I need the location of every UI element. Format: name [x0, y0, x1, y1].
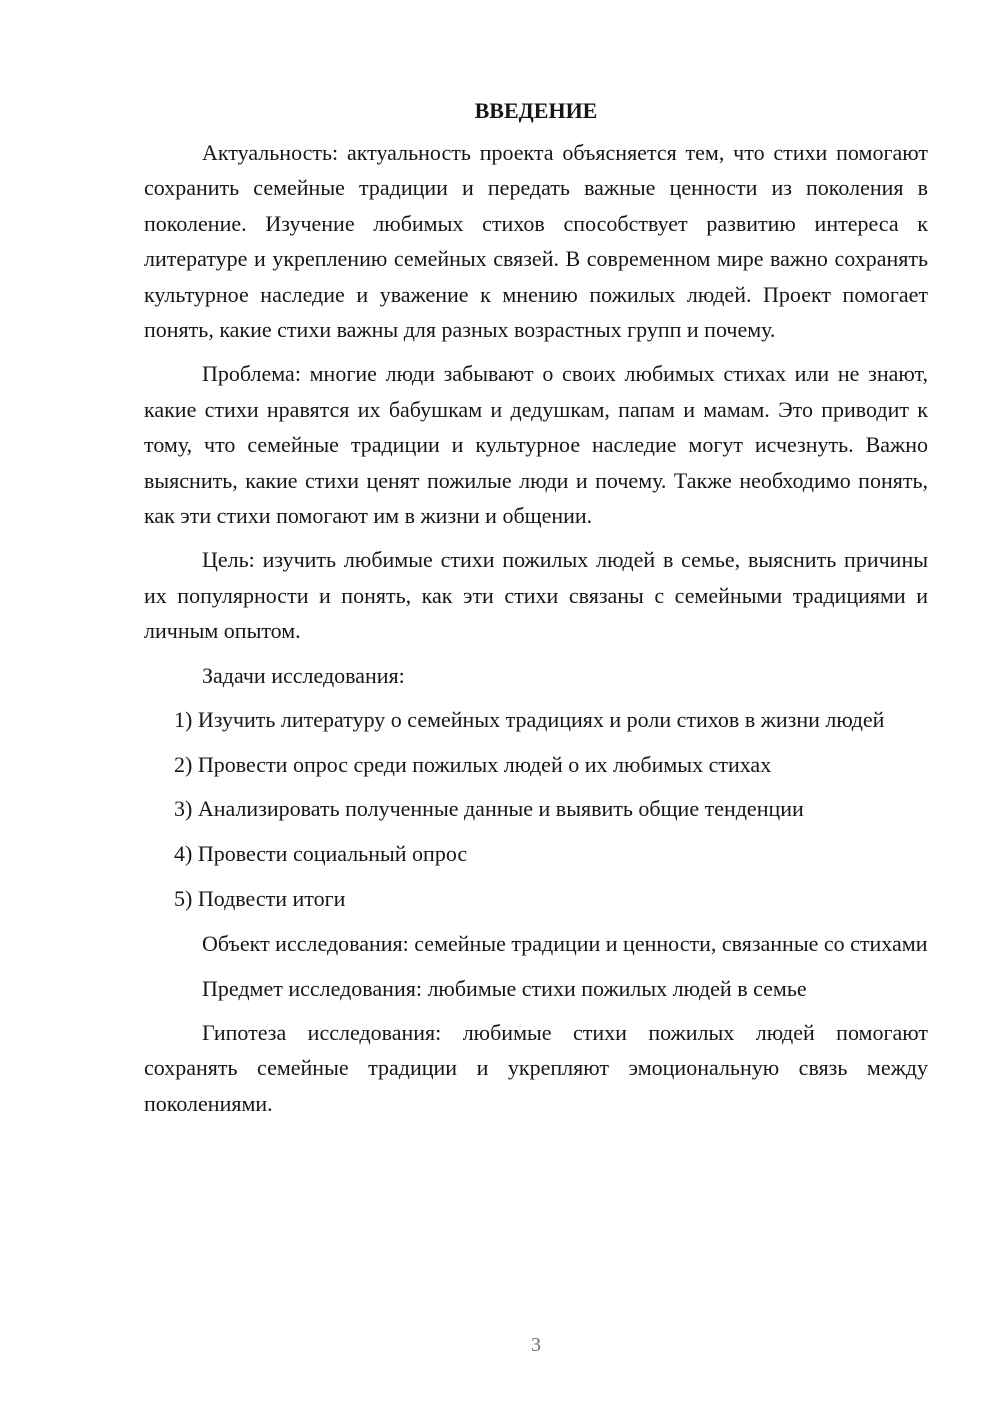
relevance-paragraph: Актуальность: актуальность проекта объясняется тем, что стихи помогают сохранить семейные традиции и передать важные ценности из поколения в поколение. Изучение любимых стихов способствует развитию интереса к литературе и укреплению семейных связей. В современном мире важно сохранять культурное наследие и уважение к мнению пожилых людей. Проект помогает понять, какие стихи важны для разных возрастных групп и почему.	[144, 140, 928, 343]
task-item-1: 1) Изучить литературу о семейных традициях и роли стихов в жизни людей	[174, 707, 885, 733]
object-paragraph: Объект исследования: семейные традиции и ценности, связанные со стихами	[202, 931, 928, 957]
task-item-2: 2) Провести опрос среди пожилых людей о их любимых стихах	[174, 751, 772, 777]
task-item-4: 4) Провести социальный опрос	[174, 841, 468, 867]
task-item-5: 5) Подвести итоги	[174, 886, 346, 912]
page-content	[144, 93, 928, 1130]
section-title: ВВЕДЕНИЕ	[474, 98, 598, 123]
page-number: 3	[531, 1334, 541, 1356]
task-item-3: 3) Анализировать полученные данные и выявить общие тенденции	[174, 796, 804, 822]
problem-paragraph: Проблема: многие люди забывают о своих любимых стихах или не знают, какие стихи нравятся их бабушкам и дедушкам, папам и мамам. Это приводит к тому, что семейные традиции и культурное наследие могут исчезнуть. Важно выяснить, какие стихи ценят пожилые люди и почему. Также необходимо понять, как эти стихи помогают им в жизни и общении.	[144, 361, 928, 529]
tasks-heading: Задачи исследования:	[202, 662, 405, 688]
hypothesis-paragraph: Гипотеза исследования: любимые стихи пожилых людей помогают сохранять семейные традиции и укрепляют эмоциональную связь между поколениями.	[144, 1019, 928, 1116]
subject-paragraph: Предмет исследования: любимые стихи пожилых людей в семье	[202, 975, 807, 1001]
goal-paragraph: Цель: изучить любимые стихи пожилых людей в семье, выяснить причины их популярности и понять, как эти стихи связаны с семейными традициями и личным опытом.	[144, 547, 928, 644]
